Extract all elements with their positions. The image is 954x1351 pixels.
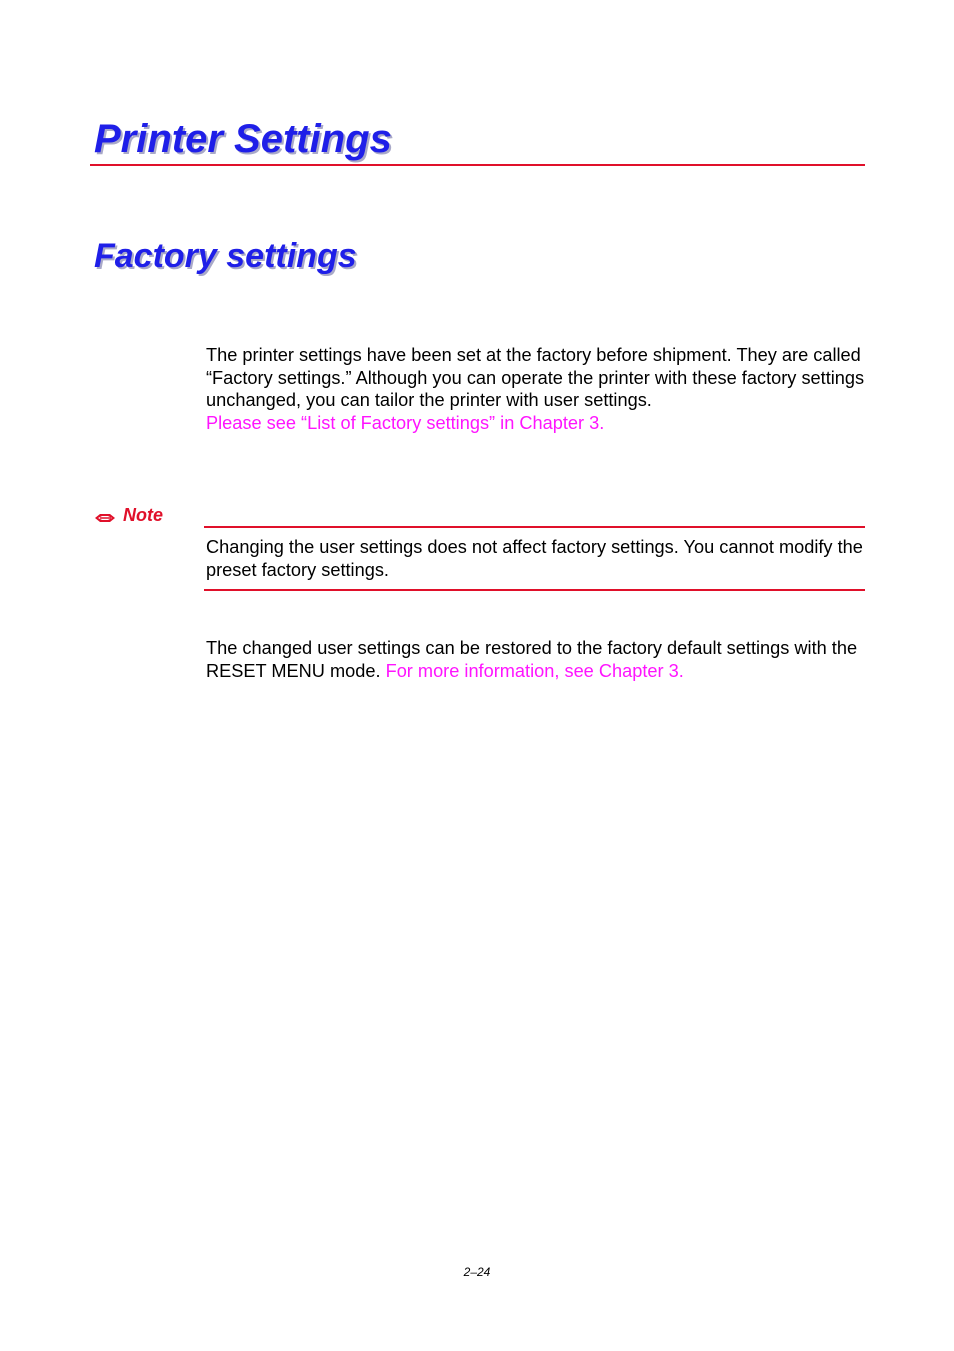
reset-paragraph-text: The changed user settings can be restored to the factory default settings with the RESET MENU mode. [206, 638, 858, 681]
note-bottom-divider [204, 589, 865, 591]
section-heading: Factory settings [94, 237, 357, 275]
chapter-3-link[interactable]: For more information, see Chapter 3. [385, 660, 684, 681]
page-number: 2–24 [463, 1265, 491, 1279]
note-top-divider [204, 526, 865, 528]
factory-settings-list-link[interactable]: Please see “List of Factory settings” in Chapter 3. [206, 413, 605, 434]
page-title: Printer Settings [94, 117, 392, 161]
intro-paragraph [206, 344, 866, 435]
note-label-text: Note [123, 505, 163, 525]
intro-paragraph-text: The printer settings have been set at the factory before shipment. They are called “Factory settings.” Although you can operate the printer with these factory settings unchanged, you can tailor the printer with user settings. [206, 345, 865, 411]
note-label [94, 504, 163, 526]
pencil-note-icon [94, 508, 116, 522]
title-divider [90, 164, 865, 166]
reset-paragraph [206, 637, 866, 682]
note-text: Changing the user settings does not affect factory settings. You cannot modify the preset factory settings. [206, 537, 863, 580]
